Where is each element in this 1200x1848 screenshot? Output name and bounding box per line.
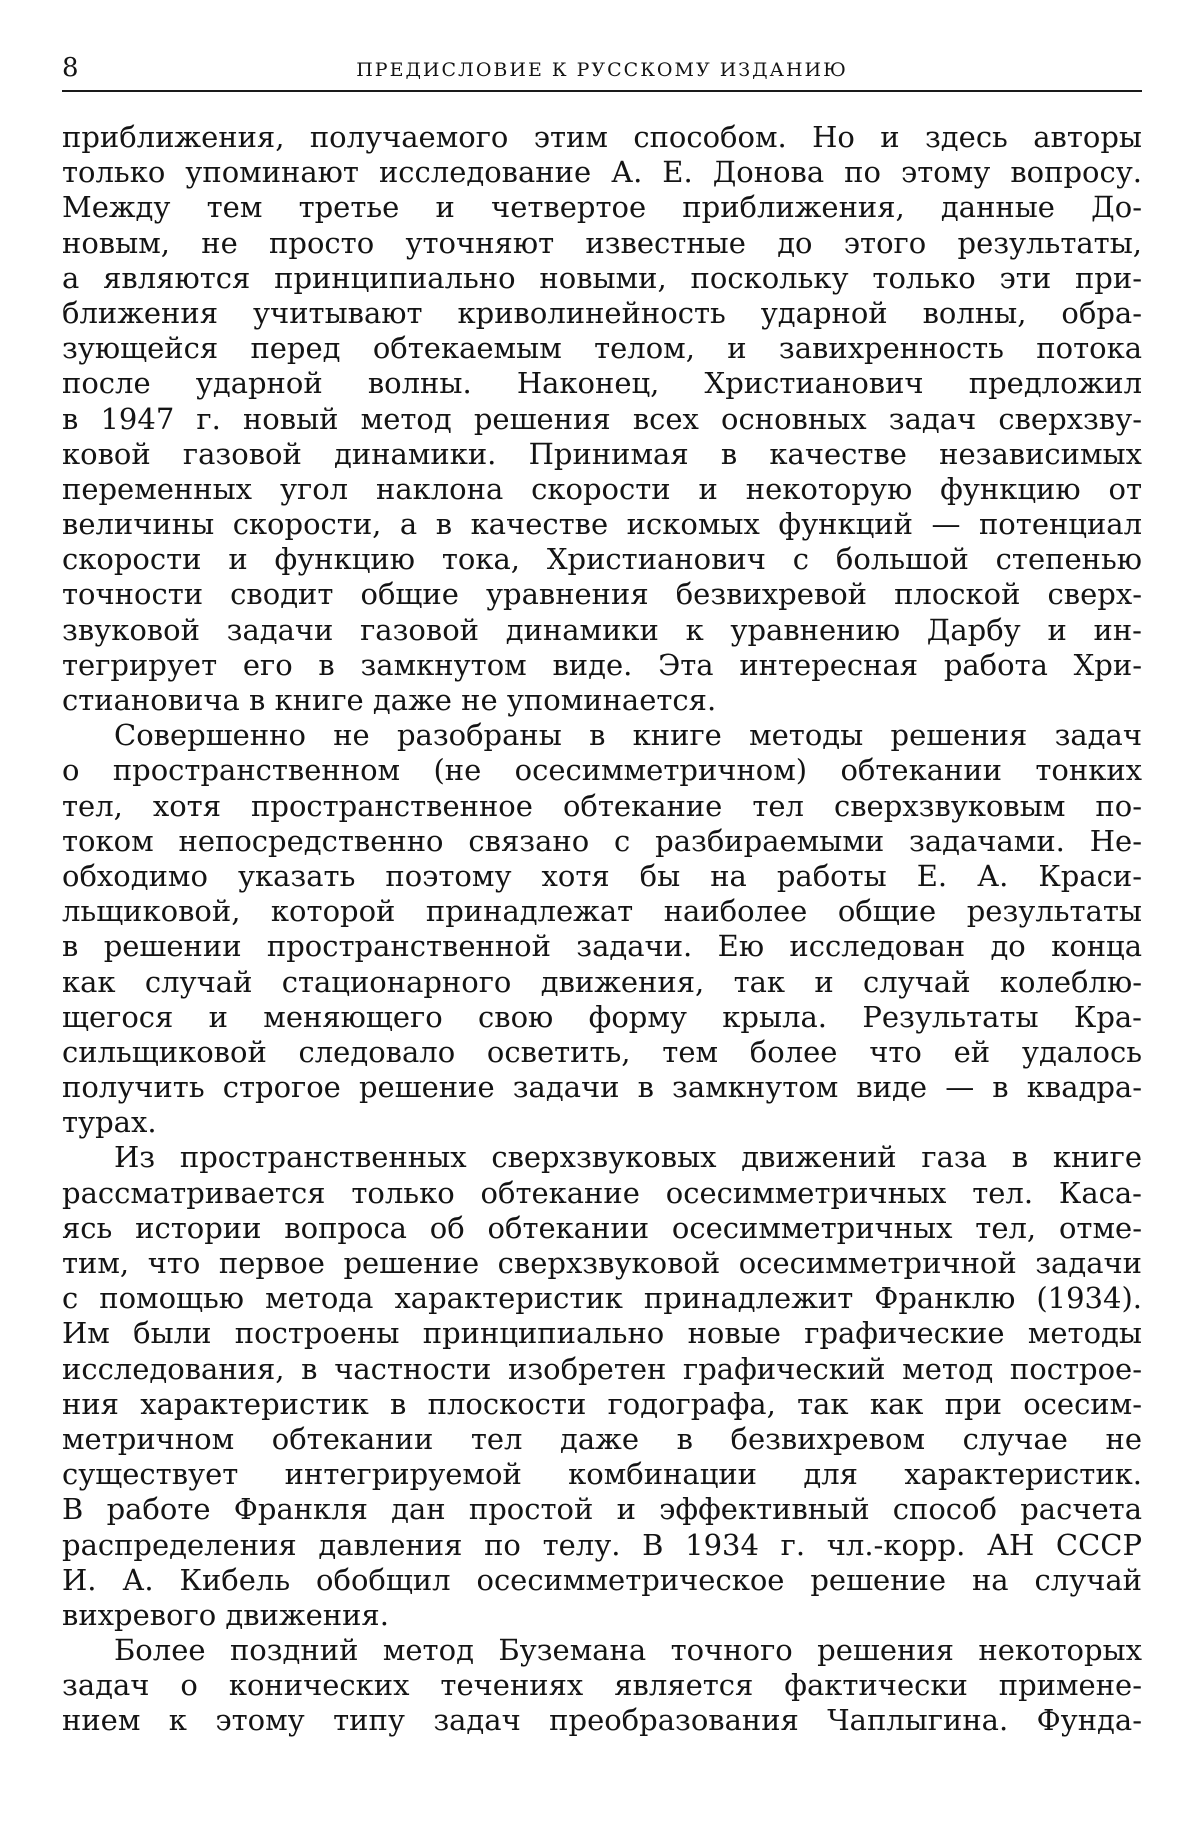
paragraph: [62, 1633, 1142, 1739]
text-line: обходимо указать поэтому хотя бы на работы Е. А. Краси-: [62, 858, 1142, 893]
text-line: метричном обтекании тел даже в безвихревом случае не: [62, 1421, 1142, 1456]
text-line: в решении пространственной задачи. Ею исследован до конца: [62, 929, 1142, 964]
paragraph: [62, 120, 1142, 718]
paragraph: [62, 718, 1142, 1140]
text-line: исследования, в частности изобретен графический метод построе-: [62, 1351, 1142, 1386]
text-line: тел, хотя пространственное обтекание тел сверхзвуковым по-: [62, 788, 1142, 823]
text-line: распределения давления по телу. В 1934 г. чл.-корр. АН СССР: [62, 1527, 1142, 1562]
text-line: нием к этому типу задач преобразования Чаплыгина. Фунда-: [62, 1703, 1142, 1738]
text-line: И. А. Кибель обобщил осесимметрическое решение на случай: [62, 1562, 1142, 1597]
text-line: ближения учитывают криволинейность ударной волны, обра-: [62, 295, 1142, 330]
running-title: ПРЕДИСЛОВИЕ К РУССКОМУ ИЗДАНИЮ: [356, 59, 848, 81]
text-line: как случай стационарного движения, так и случай колеблю-: [62, 964, 1142, 999]
text-line: В работе Франкля дан простой и эффективный способ расчета: [62, 1492, 1142, 1527]
text-line: получить строгое решение задачи в замкнутом виде — в квадра-: [62, 1070, 1142, 1105]
text-line: приближения, получаемого этим способом. Но и здесь авторы: [62, 120, 1142, 154]
text-line: зующейся перед обтекаемым телом, и завихренность потока: [62, 331, 1142, 366]
text-line: Им были построены принципиально новые графические методы: [62, 1316, 1142, 1351]
text-line: сильщиковой следовало осветить, тем более что ей удалось: [62, 1034, 1142, 1069]
text-line: щегося и меняющего свою форму крыла. Результаты Кра-: [62, 999, 1142, 1034]
text-line: а являются принципиально новыми, поскольку только эти при-: [62, 260, 1142, 295]
text-line: стиановича в книге даже не упоминается.: [62, 683, 717, 717]
text-line: задач о конических течениях является фактически примене-: [62, 1668, 1142, 1703]
text-line: только упоминают исследование А. Е. Донова по этому вопросу.: [62, 155, 1142, 190]
text-line: рассматривается только обтекание осесимметричных тел. Каса-: [62, 1175, 1142, 1210]
text-line: новым, не просто уточняют известные до этого результаты,: [62, 225, 1142, 260]
running-head: [62, 52, 1142, 84]
text-line: переменных угол наклона скорости и некоторую функцию от: [62, 471, 1142, 506]
text-line: Между тем третье и четвертое приближения, данные До-: [62, 190, 1142, 225]
text-line: Из пространственных сверхзвуковых движений газа в книге: [114, 1140, 1142, 1175]
text-line: ковой газовой динамики. Принимая в качестве независимых: [62, 436, 1142, 471]
text-line: точности сводит общие уравнения безвихревой плоской сверх-: [62, 577, 1142, 612]
header-rule: [62, 90, 1142, 92]
text-line: в 1947 г. новый метод решения всех основных задач сверхзву-: [62, 401, 1142, 436]
text-line: существует интегрируемой комбинации для характеристик.: [62, 1457, 1142, 1492]
text-line: ясь истории вопроса об обтекании осесимметричных тел, отме-: [62, 1210, 1142, 1245]
text-line: Совершенно не разобраны в книге методы решения задач: [114, 718, 1142, 753]
text-line: после ударной волны. Наконец, Христианович предложил: [62, 366, 1142, 401]
body-text: [62, 120, 1142, 1739]
text-line: турах.: [62, 1105, 157, 1140]
text-line: звуковой задачи газовой динамики к уравнению Дарбу и ин-: [62, 612, 1142, 647]
text-line: величины скорости, а в качестве искомых функций — потенциал: [62, 507, 1142, 542]
paragraph: [62, 1140, 1142, 1633]
text-line: ния характеристик в плоскости годографа, так как при осесим-: [62, 1386, 1142, 1421]
text-line: скорости и функцию тока, Христианович с большой степенью: [62, 542, 1142, 577]
text-line: вихревого движения.: [62, 1597, 389, 1632]
text-line: тегрирует его в замкнутом виде. Эта интересная работа Хри-: [62, 647, 1142, 682]
text-line: Более поздний метод Буземана точного решения некоторых: [114, 1633, 1142, 1668]
text-line: током непосредственно связано с разбираемыми задачами. Не-: [62, 823, 1142, 858]
text-line: с помощью метода характеристик принадлежит Франклю (1934).: [62, 1281, 1142, 1316]
text-line: льщиковой, которой принадлежат наиболее общие результаты: [62, 894, 1142, 929]
text-line: тим, что первое решение сверхзвуковой осесимметричной задачи: [62, 1246, 1142, 1280]
book-page: [62, 0, 1142, 1848]
text-line: о пространственном (не осесимметричном) обтекании тонких: [62, 753, 1142, 788]
page-number: 8: [62, 53, 79, 83]
